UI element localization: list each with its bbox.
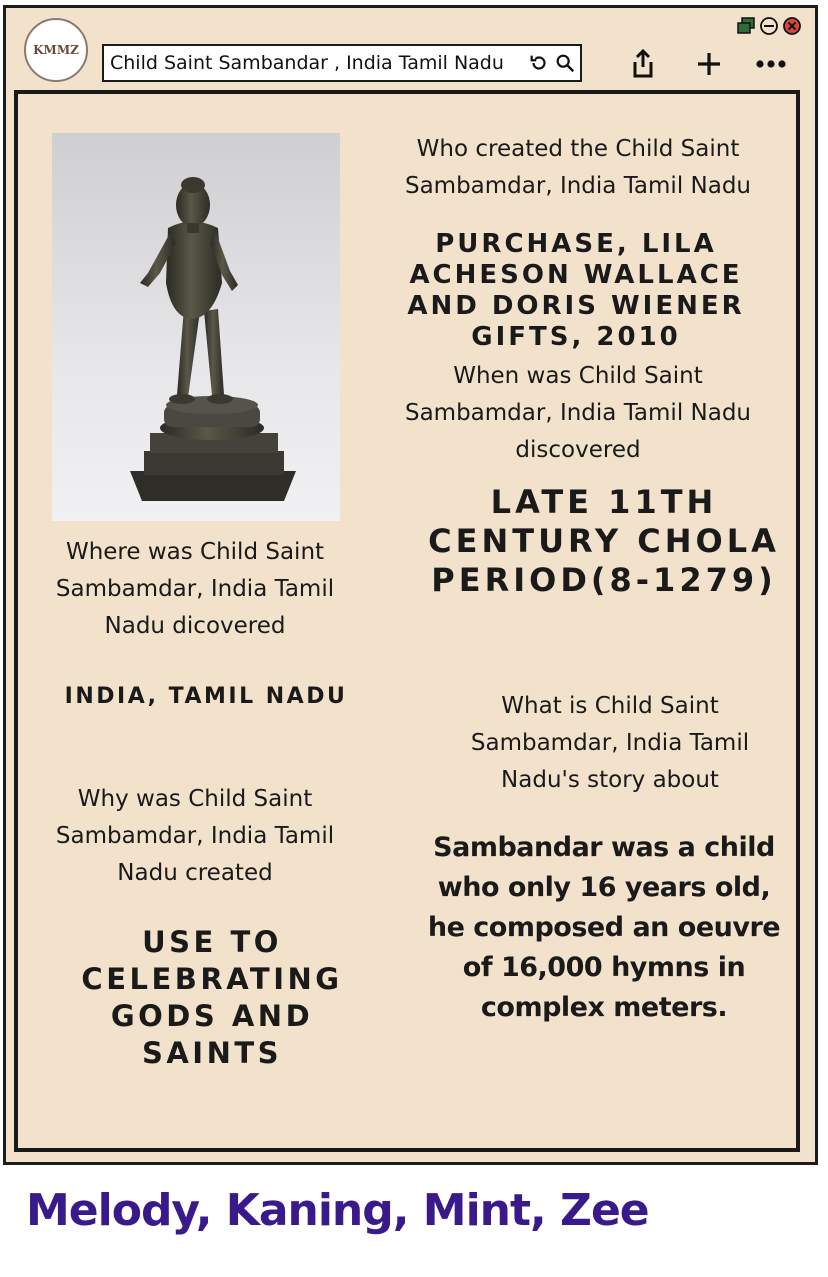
question-where: Where was Child Saint Sambamdar, India Tamil Nadu dicovered: [55, 539, 335, 639]
address-text[interactable]: Child Saint Sambandar , India Tamil Nadu: [110, 52, 504, 74]
question-when: When was Child Saint Sambamdar, India Tamil Nadu discovered: [404, 363, 752, 463]
reload-icon[interactable]: [528, 52, 550, 74]
more-icon: [754, 58, 788, 70]
title-bar: [6, 8, 815, 93]
answer-where: INDIA, TAMIL NADU: [64, 684, 348, 709]
question-why: Why was Child Saint Sambamdar, India Tamil Nadu created: [55, 786, 335, 886]
credit-names: Melody, Kaning, Mint, Zee: [26, 1185, 649, 1236]
restore-window-icon[interactable]: [736, 16, 756, 36]
logo-text: KMMZ: [33, 43, 79, 57]
new-tab-button[interactable]: [689, 46, 729, 82]
bronze-statue-figure: [52, 133, 340, 521]
statue-image: [52, 133, 340, 521]
share-icon: [628, 48, 658, 80]
question-who: Who created the Child Saint Sambamdar, India Tamil Nadu: [404, 136, 752, 199]
minimize-window-icon[interactable]: [759, 16, 779, 36]
plus-icon: [694, 49, 724, 79]
share-button[interactable]: [623, 46, 663, 82]
more-button[interactable]: [751, 46, 791, 82]
answer-when: LATE 11TH CENTURY CHOLA PERIOD(8-1279): [428, 483, 780, 599]
close-window-icon[interactable]: [782, 16, 802, 36]
search-icon[interactable]: [554, 52, 576, 74]
question-story: What is Child Saint Sambamdar, India Tamil Nadu's story about: [470, 693, 750, 793]
answer-who: PURCHASE, LILA ACHESON WALLACE AND DORIS WIENER GIFTS, 2010: [407, 229, 745, 352]
answer-why: USE TO CELEBRATING GODS AND SAINTS: [81, 925, 343, 1070]
answer-story: Sambandar was a child who only 16 years old, he composed an oeuvre of 16,000 hymns in complex meters.: [427, 832, 781, 1023]
address-bar[interactable]: [102, 44, 582, 82]
kmmz-logo: [24, 18, 88, 82]
